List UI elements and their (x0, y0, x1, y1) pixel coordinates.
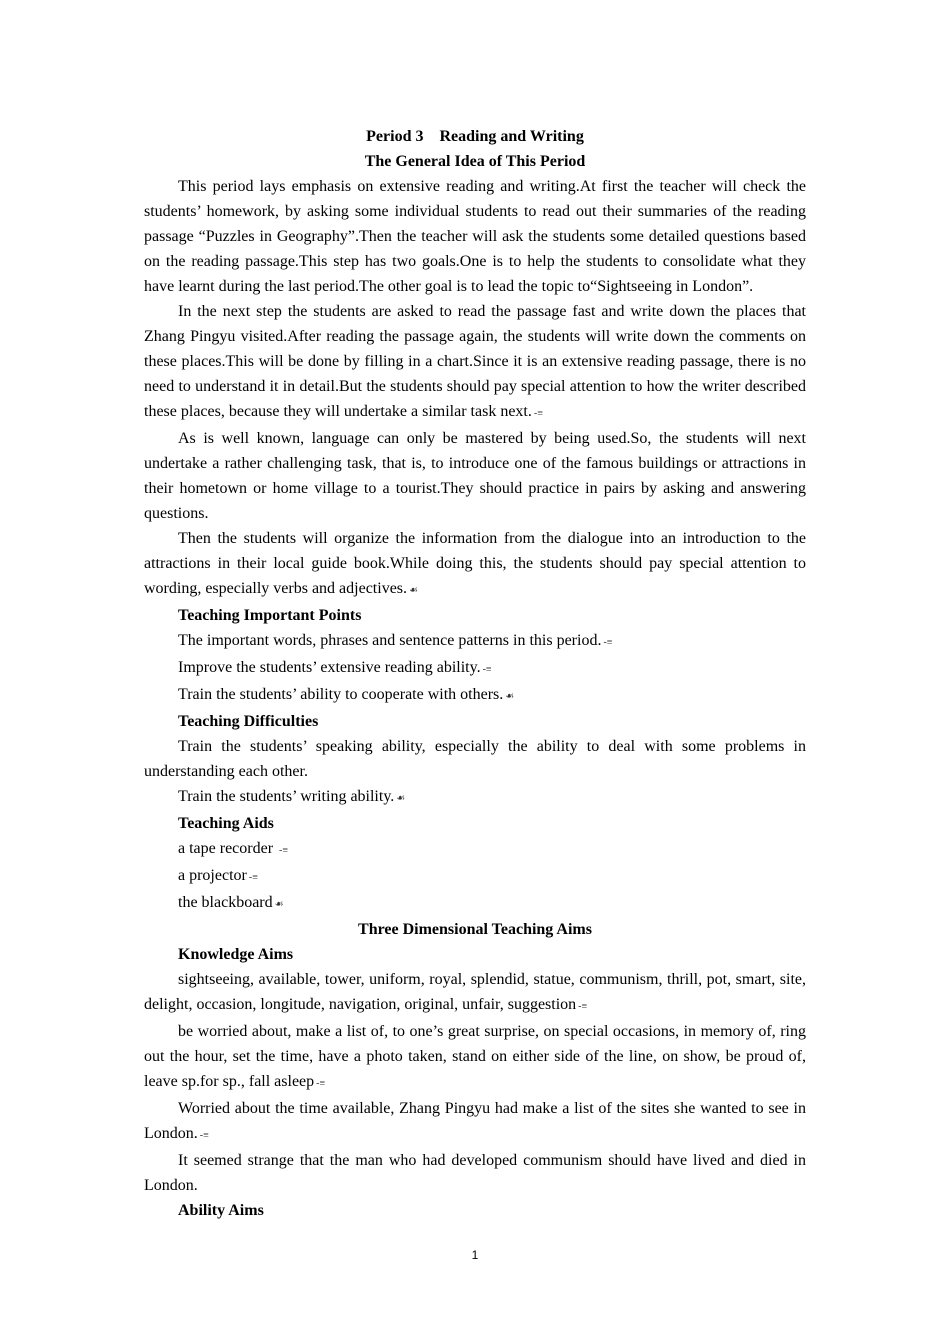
section-end-mark: ☙ (396, 793, 406, 804)
list-item: Train the students’ writing ability. ☙ (178, 788, 406, 805)
list-item: Improve the students’ extensive reading ability. -≡ (178, 659, 492, 676)
list-item: a projector -≡ (178, 867, 258, 884)
line-end-mark: -≡ (603, 637, 613, 648)
section-end-mark: ☙ (274, 899, 284, 910)
heading-aids: Teaching Aids (178, 815, 274, 832)
line-end-mark: -≡ (578, 1001, 588, 1012)
heading-knowledge-aims: Knowledge Aims (178, 946, 294, 963)
knowledge-paragraph: be worried about, make a list of, to one’s great surprise, on special occasions, in memory of, ring out the hour, set the time, have a photo taken, stand on either side of the line, on show, be proud of, leave sp.for sp., fall asleep -≡ (144, 1023, 806, 1090)
list-item: the blackboard ☙ (178, 894, 284, 911)
line-end-mark: -≡ (279, 845, 289, 856)
line-end-mark: -≡ (199, 1130, 209, 1141)
list-item: Train the students’ ability to cooperate with others. ☙ (178, 686, 515, 703)
list-item: The important words, phrases and sentence patterns in this period. -≡ (178, 632, 613, 649)
heading-difficulties: Teaching Difficulties (178, 713, 319, 730)
page-number: 1 (471, 1248, 479, 1262)
heading-ability-aims: Ability Aims (178, 1202, 264, 1219)
section-heading-general-idea: The General Idea of This Period (364, 153, 586, 170)
knowledge-paragraph: It seemed strange that the man who had developed communism should have lived and died in London. (144, 1152, 806, 1194)
line-end-mark: -≡ (316, 1078, 326, 1089)
list-item: a tape recorder -≡ (178, 840, 289, 857)
intro-paragraph: As is well known, language can only be mastered by being used.So, the students will next undertake a rather challenging task, that is, to introduce one of the famous buildings or attractions in their hometown or home village to a tourist.They should practice in pairs by asking and answering questions. (144, 430, 806, 522)
section-end-mark: ☙ (505, 691, 515, 702)
intro-paragraph: Then the students will organize the information from the dialogue into an introduction to the attractions in their local guide book.While doing this, the students should pay special attention to wording, especially verbs and adjectives. ☙ (144, 530, 806, 597)
line-end-mark: -≡ (482, 664, 492, 675)
list-item: Train the students’ speaking ability, especially the ability to deal with some problems in understanding each other. (144, 738, 806, 780)
document-page (144, 124, 806, 1223)
line-end-mark: -≡ (533, 408, 543, 419)
knowledge-paragraph: sightseeing, available, tower, uniform, royal, splendid, statue, communism, thrill, pot, smart, site, delight, occasion, longitude, navigation, original, unfair, suggestion -≡ (144, 971, 806, 1013)
page-title: Period 3 Reading and Writing (366, 128, 584, 145)
intro-paragraph: In the next step the students are asked to read the passage fast and write down the places that Zhang Pingyu visited.After reading the passage again, the students will write down the comments on these places.This will be done by filling in a chart.Since it is an extensive reading passage, there is no need to understand it in detail.But the students should pay special attention to how the writer described these places, because they will undertake a similar task next. -≡ (144, 303, 806, 420)
heading-three-dimensional-aims: Three Dimensional Teaching Aims (358, 921, 592, 938)
line-end-mark: -≡ (248, 872, 258, 883)
heading-important-points: Teaching Important Points (178, 607, 362, 624)
knowledge-paragraph: Worried about the time available, Zhang Pingyu had make a list of the sites she wanted to see in London. -≡ (144, 1100, 806, 1142)
section-end-mark: ☙ (409, 585, 418, 596)
intro-paragraph: This period lays emphasis on extensive reading and writing.At first the teacher will check the students’ homework, by asking some individual students to read out their summaries of the reading passage “Puzzles in Geography”.Then the teacher will ask the students some detailed questions based on the reading passage.This step has two goals.One is to help the students to consolidate what they have learnt during the last period.The other goal is to lead the topic to“Sightseeing in London”. (144, 178, 806, 295)
